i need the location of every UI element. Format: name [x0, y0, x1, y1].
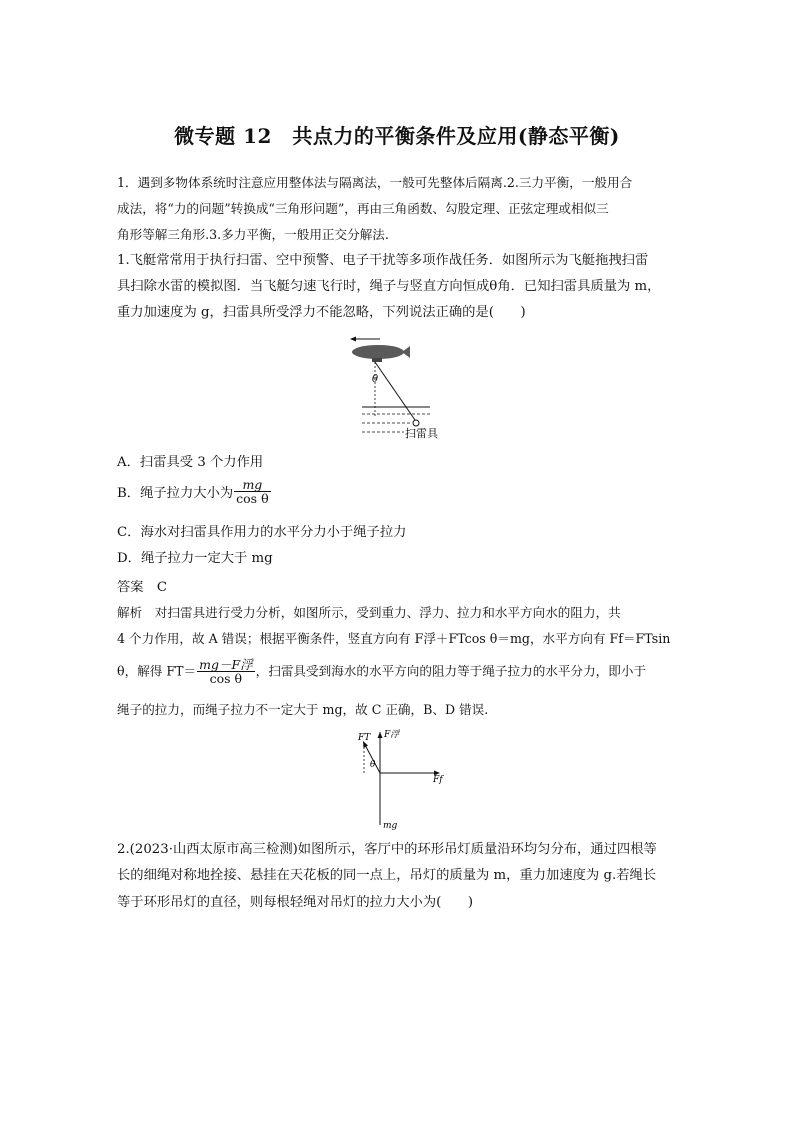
sweeper-icon [413, 420, 419, 426]
intro-line-3: 角形等解三角形.3.多力平衡，一般用正交分解法. [117, 227, 389, 242]
buoyancy-arrow-head [378, 732, 383, 738]
option-b-numerator: mg [234, 478, 270, 492]
option-a: A．扫雷具受 3 个力作用 [117, 455, 264, 470]
analysis-fraction [197, 658, 255, 685]
analysis-line-3-pre: θ，解得 FT＝ [117, 663, 197, 679]
analysis-line-4: 绳子的拉力，而绳子拉力不一定大于 mg，故 C 正确，B、D 错误. [117, 702, 489, 717]
intro-line-1: 1．遇到多物体系统时注意应用整体法与隔离法，一般可先整体后隔离.2.三力平衡，一般用合 [117, 175, 633, 190]
theta-label: θ [372, 374, 379, 385]
q2-line-1: 2.(2023·山西太原市高三检测)如图所示，客厅中的环形吊灯质量沿环均匀分布，通过四根等 [117, 842, 657, 857]
airship-tail [402, 346, 410, 358]
airship-figure [330, 334, 470, 444]
sweeper-label: 扫雷具 [405, 427, 438, 440]
ft-label: FT [358, 733, 371, 743]
analysis-line-3 [117, 658, 646, 692]
q2-line-2: 长的细绳对称地拴接、悬挂在天花板的同一点上，吊灯的质量为 m，重力加速度为 g.若绳长 [117, 868, 657, 883]
airship-gondola [372, 358, 382, 362]
answer: 答案 C [117, 580, 168, 595]
q1-line-1: 1.飞艇常常用于执行扫雷、空中预警、电子干扰等多项作战任务．如图所示为飞艇拖拽扫雷 [117, 253, 649, 268]
theta-force-label: θ [370, 760, 376, 770]
analysis-line-3-post: ，扫雷具受到海水的水平方向的阻力等于绳子拉力的水平分力，即小于 [255, 663, 647, 679]
option-b-prefix: B．绳子拉力大小为 [117, 486, 234, 501]
option-b-denominator: cos θ [236, 491, 269, 506]
rope-line [375, 362, 415, 420]
ffu-label: F浮 [384, 730, 400, 740]
arrow-head [350, 337, 356, 342]
option-b-fraction [234, 478, 270, 505]
airship-icon [352, 345, 404, 359]
q1-line-2: 具扫除水雷的模拟图．当飞艇匀速飞行时，绳子与竖直方向恒成θ角．已知扫雷具质量为 m， [117, 279, 661, 294]
analysis-line-1: 解析 对扫雷具进行受力分析，如图所示，受到重力、浮力、拉力和水平方向水的阻力，共 [117, 605, 621, 620]
ff-label: Ff [433, 775, 443, 785]
q1-line-3: 重力加速度为 g，扫雷具所受浮力不能忽略，下列说法正确的是( ) [117, 305, 526, 320]
force-diagram [350, 727, 450, 833]
analysis-line-2: 4 个力作用，故 A 错误；根据平衡条件，竖直方向有 F浮＋FTcos θ＝mg，水平方向有 Ff＝FTsin [117, 631, 671, 646]
q2-line-3: 等于环形吊灯的直径，则每根轻绳对吊灯的拉力大小为( ) [117, 895, 474, 910]
analysis-numerator: mg－F浮 [199, 657, 253, 672]
option-c: C．海水对扫雷具作用力的水平分力小于绳子拉力 [117, 525, 407, 540]
option-b [117, 478, 272, 512]
mg-label: mg [383, 821, 398, 831]
analysis-denominator: cos θ [209, 671, 243, 686]
option-d: D．绳子拉力一定大于 mg [117, 551, 273, 566]
intro-line-2: 成法，将“力的问题”转换成“三角形问题”，再由三角函数、勾股定理、正弦定理或相似三 [117, 201, 609, 216]
page-title: 微专题 12 共点力的平衡条件及应用(静态平衡) [174, 124, 620, 148]
